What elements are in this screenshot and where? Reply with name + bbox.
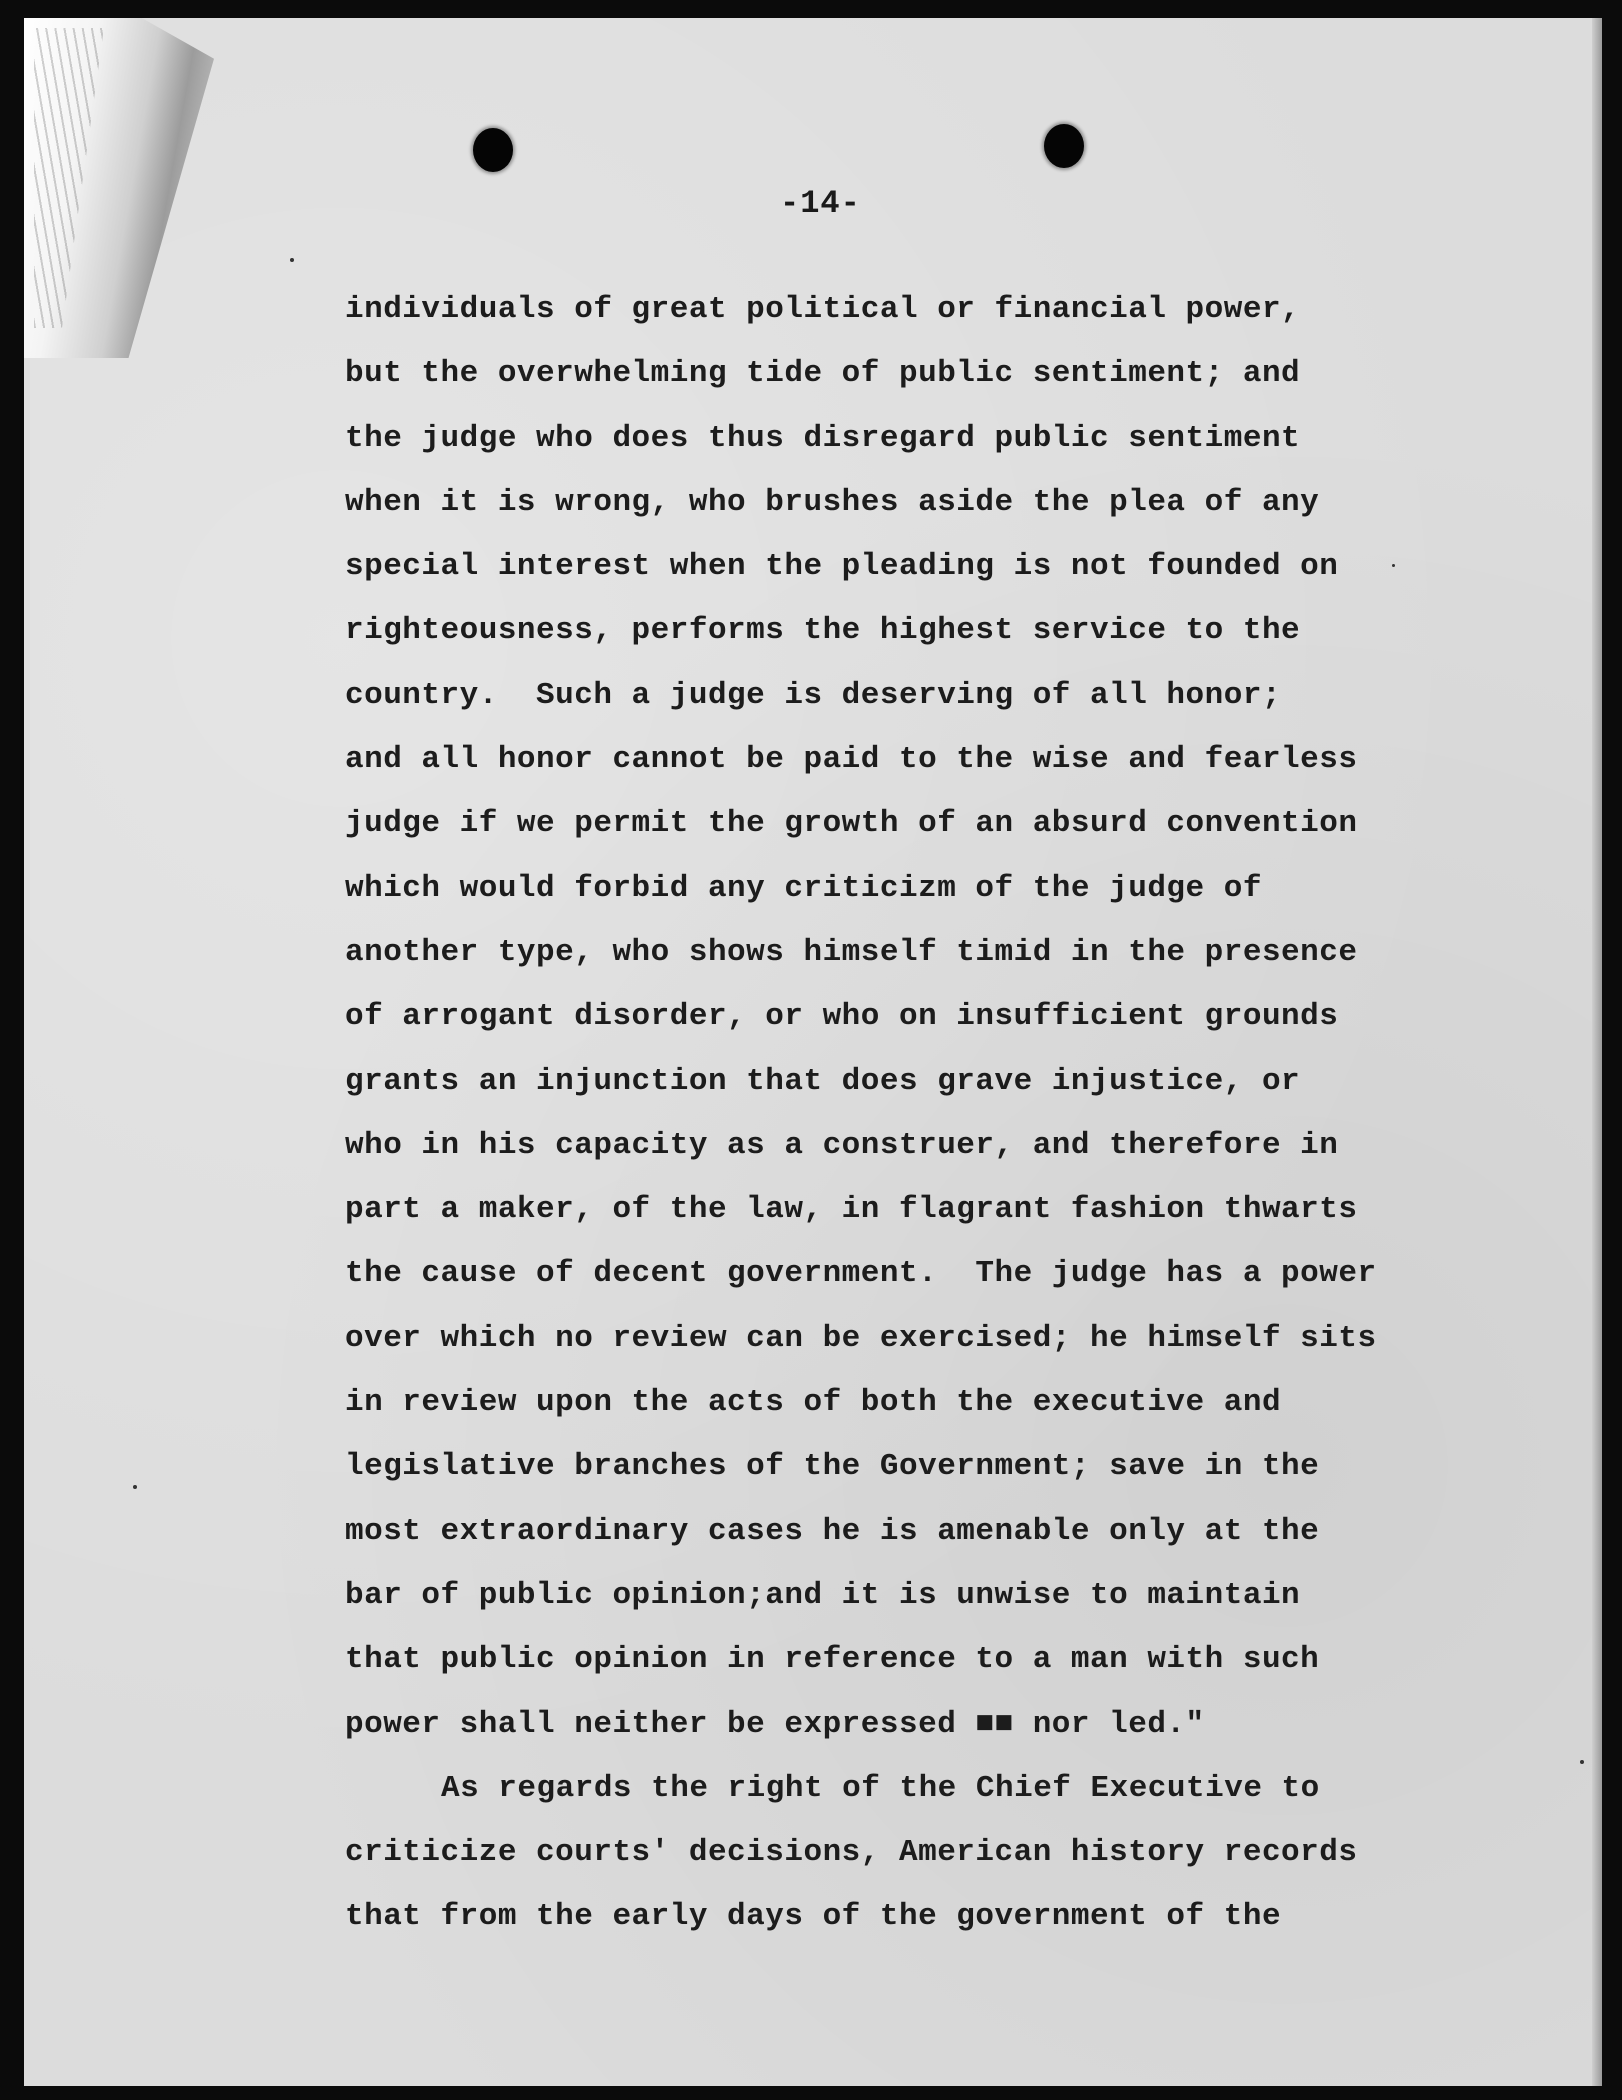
text-line: criticize courts' decisions, American history records (345, 1835, 1358, 1871)
text-line: the judge who does thus disregard public sentiment (345, 420, 1301, 456)
page-edge (1592, 18, 1602, 2086)
text-line: judge if we permit the growth of an absurd convention (345, 806, 1358, 842)
text-line: grants an injunction that does grave injustice, or (345, 1063, 1301, 1099)
punch-hole-right (1044, 124, 1084, 168)
text-line: country. Such a judge is deserving of all honor; (345, 677, 1282, 713)
text-line: part a maker, of the law, in flagrant fashion thwarts (345, 1192, 1358, 1228)
text-line: legislative branches of the Government; save in the (345, 1449, 1320, 1485)
text-line: bar of public opinion;and it is unwise to maintain (345, 1577, 1301, 1613)
text-line: that public opinion in reference to a man with such (345, 1642, 1320, 1678)
text-line: which would forbid any criticizm of the judge of (345, 870, 1262, 906)
text-line: another type, who shows himself timid in the presence (345, 934, 1358, 970)
text-line: most extraordinary cases he is amenable only at the (345, 1513, 1320, 1549)
text-line: individuals of great political or financial power, (345, 292, 1301, 327)
text-line: that from the early days of the government of the (345, 1899, 1282, 1935)
text-line: when it is wrong, who brushes aside the plea of any (345, 484, 1320, 520)
text-line: who in his capacity as a construer, and therefore in (345, 1127, 1339, 1163)
scan-frame-top (0, 0, 1622, 20)
text-line: the cause of decent government. The judge has a power (345, 1256, 1377, 1292)
text-line: over which no review can be exercised; he himself sits (345, 1320, 1377, 1356)
text-line: of arrogant disorder, or who on insufficient grounds (345, 999, 1339, 1035)
text-line: As regards the right of the Chief Executive to (441, 1770, 1320, 1806)
text-line: power shall neither be expressed ■■ nor led." (345, 1706, 1205, 1742)
punch-hole-left (473, 128, 513, 172)
scan-frame-bottom (0, 2086, 1622, 2100)
text-line: special interest when the pleading is not founded on (345, 549, 1339, 585)
text-line: but the overwhelming tide of public sentiment; and (345, 356, 1301, 392)
body-text (345, 278, 1525, 1950)
text-line: and all honor cannot be paid to the wise and fearless (345, 742, 1358, 778)
page-number: -14- (780, 185, 861, 222)
text-line: in review upon the acts of both the executive and (345, 1385, 1282, 1421)
text-line: righteousness, performs the highest service to the (345, 613, 1301, 649)
